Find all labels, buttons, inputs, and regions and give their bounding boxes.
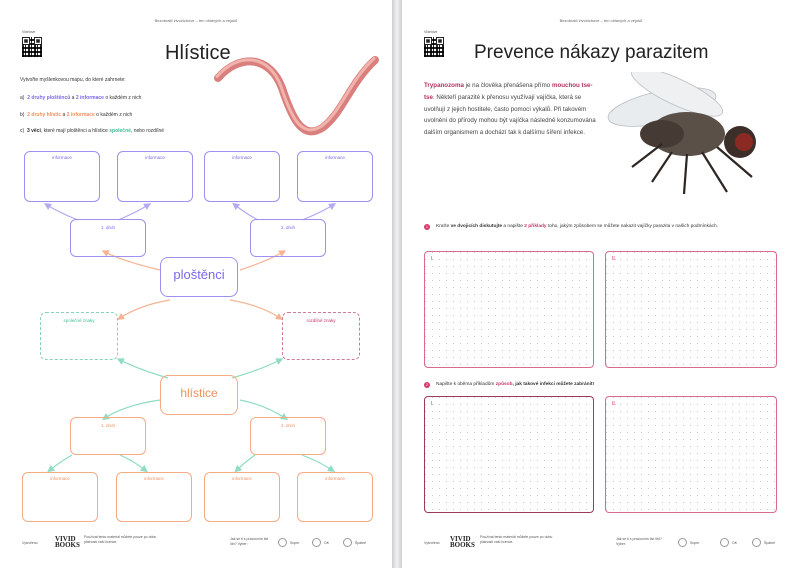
question-number-2: 2 xyxy=(425,382,429,387)
page-footer xyxy=(402,528,800,568)
info-box[interactable]: informace xyxy=(22,472,98,522)
fly-illustration xyxy=(592,72,782,202)
intro-paragraph: Trypanozoma je na člověka přenášena přímo mouchou tse-tse. Někteří parazité k přenosu využívají vajíčka, která se uvolňují z jejich hostitele, často pomocí výkalů. Při takovém uvolnění do přírody mohou být vajíčka následně konzumována dalším organismem a dochází tak k dalšímu šíření infekce. xyxy=(424,82,596,137)
qr-label: Videlove xyxy=(424,30,438,34)
rating-ok-button[interactable]: OK xyxy=(312,538,329,547)
qr-label: Videlove xyxy=(22,30,36,34)
task-c: c) 3 věci, které mají ploštěnci a hlístice společné, nebo rozdílné xyxy=(20,128,165,134)
answer-box-q2-1[interactable]: I. xyxy=(424,396,594,513)
question-1-text: Kraťte ve dvojicích diskutujte a napište 2 příklady toho, jakým způsobem se můžete nakazit vajíčky parazita v našich podmínkách. xyxy=(436,224,719,229)
rating-prompt: Jak se ti s pracovním list líbí? Vyber: xyxy=(230,537,269,546)
license-text: Používat tento materiál můžete pouze po dobu platnosti vaší licence. xyxy=(84,535,157,544)
info-box[interactable]: informace xyxy=(297,151,373,202)
sad-face-icon xyxy=(343,538,352,547)
different-traits-box[interactable]: rozdílné znaky xyxy=(282,312,360,360)
task-a: a) 2 druhy ploštěnců a 2 informace o každém z nich xyxy=(20,95,142,101)
sad-face-icon xyxy=(752,538,761,547)
info-box[interactable]: informace xyxy=(24,151,100,202)
rating-bad-button[interactable]: Špatné xyxy=(343,538,366,547)
smile-icon xyxy=(678,538,687,547)
rating-prompt: Jak se ti s pracovním list líbí? Vyber: xyxy=(616,537,662,546)
common-traits-box[interactable]: společné znaky xyxy=(40,312,118,360)
answer-box-q1-1[interactable]: I. xyxy=(424,251,594,368)
info-box[interactable]: informace xyxy=(117,151,193,202)
rating-super-button[interactable]: Super xyxy=(278,538,299,547)
info-box[interactable]: informace xyxy=(204,151,280,202)
question-2-text: Napište k oběma příkladům způsob, jak takové infekci můžete zabránit! xyxy=(436,382,595,387)
species-box-1[interactable]: 1. druh xyxy=(70,417,146,455)
worksheet-page-left xyxy=(0,0,392,568)
species-box-2[interactable]: 2. druh xyxy=(250,417,326,455)
book-gutter xyxy=(392,0,402,568)
rating-bad-button[interactable]: Špatné xyxy=(752,538,775,547)
info-box[interactable]: informace xyxy=(297,472,373,522)
question-number-1: 1 xyxy=(425,224,429,229)
license-text: Používat tento materiál můžete pouze po dobu platnosti vaší licence. xyxy=(480,535,553,544)
smile-icon xyxy=(278,538,287,547)
page-header: Bezobratlí živočichové – ten ohlavých a vejoků xyxy=(559,18,643,23)
center-node-flatworms: ploštěnci xyxy=(160,257,238,297)
rating-super-button[interactable]: Super xyxy=(678,538,699,547)
center-node-roundworms: hlístice xyxy=(160,375,238,415)
qr-code-icon[interactable] xyxy=(424,37,444,57)
neutral-face-icon xyxy=(312,538,321,547)
info-box[interactable]: informace xyxy=(116,472,192,522)
created-by-label: Vytvořeno xyxy=(424,541,440,545)
page-title: Prevence nákazy parazitem xyxy=(474,42,709,63)
species-box-1[interactable]: 1. druh xyxy=(70,219,146,257)
page-header: Bezobratlí živočichové – ten ohlavých a vejoků xyxy=(154,18,238,23)
page-title: Hlístice xyxy=(165,42,231,64)
page-footer xyxy=(0,528,392,568)
worksheet-page-right xyxy=(402,0,800,568)
vividbooks-logo: VIVID BOOKS xyxy=(55,535,80,549)
info-box[interactable]: informace xyxy=(204,472,280,522)
instructions: Vytvořte myšlenkovou mapu, do které zahrnete: xyxy=(20,77,126,83)
neutral-face-icon xyxy=(720,538,729,547)
rating-ok-button[interactable]: OK xyxy=(720,538,737,547)
species-box-2[interactable]: 2. druh xyxy=(250,219,326,257)
answer-box-q1-2[interactable]: II. xyxy=(605,251,777,368)
created-by-label: Vytvořeno xyxy=(22,541,38,545)
task-b: b) 2 druhy hlístic a 2 informace o každém z nich xyxy=(20,112,133,118)
vividbooks-logo: VIVID BOOKS xyxy=(450,535,475,549)
answer-box-q2-2[interactable]: II. xyxy=(605,396,777,513)
